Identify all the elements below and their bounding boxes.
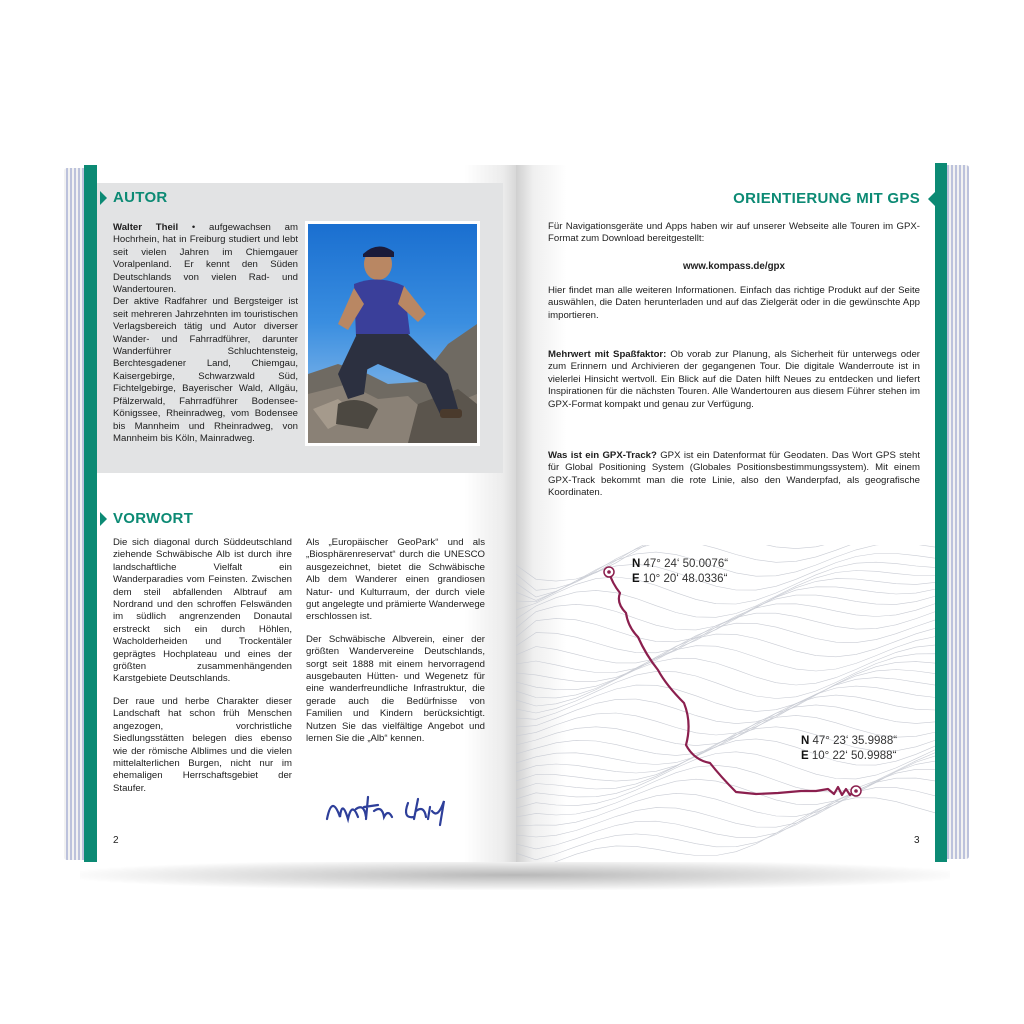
foreword-paragraph: Als „Europäischer GeoPark“ und als „Biosphärenreservat“ durch die UNESCO ausgezeichnet, bietet die Schwäbische Alb dem Wanderer einen grandiosen Natur- und Kulturraum, der durch viele gut angelegte und prämierte Wanderwege erschlossen ist. — [306, 537, 485, 623]
chevron-right-icon — [100, 191, 107, 205]
contour-line — [516, 761, 938, 826]
contour-line — [516, 788, 938, 860]
author-heading: AUTOR — [113, 189, 168, 206]
page-edges-right — [945, 165, 969, 859]
foreword-heading: VORWORT — [113, 510, 194, 527]
page-number-right: 3 — [914, 835, 920, 846]
foreword-paragraph: Der Schwäbische Albverein, einer der größten Wandervereine Deutschlands, sorgt seit 1888 mit einem hervorragend ausgebauten Hütten- und Wegenetz für eine wanderfreundliche Infrastruktur, die gerade auch die Bedürfnisse von Familien und Kindern berücksichtigt. Nutzen Sie das vielfältige Angebot und lernen Sie die „Alb“ kennen. — [306, 633, 485, 745]
start-coordinates — [632, 557, 728, 587]
topographic-map — [516, 545, 938, 862]
end-latitude: 47° 23‘ 35.9988“ — [812, 735, 898, 747]
gps-paragraph — [548, 450, 920, 500]
foreword-paragraph: Der raue und herbe Charakter dieser Landschaft hat schon früh Menschen angezogen, vorchristliche Siedlungsstätten belegen dies ebenso wie der römische Alblimes und die vielen mittelalterlichen Burgen, nicht nur im ehemaligen Herrschaftsgebiet der Staufer. — [113, 695, 292, 794]
contour-line — [516, 670, 938, 728]
gps-paragraph-text: GPX ist ein Datenformat für Geodaten. Das Wort GPS steht für Global Positioning System (Globales Positionsbestimmungssystem). Mit einem GPX-Track bekommt man die rote Linie, also den Wanderpfad, als geografische Koordinaten. — [548, 450, 920, 499]
chevron-right-icon — [100, 512, 107, 526]
gps-paragraph-lead: Mehrwert mit Spaßfaktor: — [548, 349, 667, 360]
coord-label: N — [801, 735, 810, 747]
gps-paragraph-lead: Was ist ein GPX-Track? — [548, 450, 657, 461]
page-edges-left — [64, 168, 84, 860]
book-shadow — [80, 860, 950, 890]
author-photo — [305, 221, 480, 446]
contour-line — [516, 662, 938, 720]
contour-line — [516, 625, 938, 690]
author-bio — [113, 222, 298, 455]
gps-intro: Für Navigationsgeräte und Apps haben wir auf unserer Webseite alle Touren im GPX-Format zum Download bereitgestellt: — [548, 221, 920, 245]
coord-label: E — [801, 750, 809, 762]
author-name: Walter Theil — [113, 222, 179, 233]
contour-line — [516, 654, 938, 713]
author-signature — [322, 789, 472, 829]
coord-label: N — [632, 558, 641, 570]
foreword-column-1 — [113, 537, 292, 805]
gps-paragraph — [548, 349, 920, 411]
end-coordinates — [801, 734, 897, 764]
contour-line — [516, 769, 938, 837]
gps-heading: ORIENTIERUNG MIT GPS — [733, 190, 920, 207]
right-page — [516, 165, 938, 862]
accent-bar-right — [935, 163, 947, 862]
start-latitude: 47° 24‘ 50.0076“ — [643, 558, 729, 570]
contour-line — [516, 582, 938, 642]
coord-label: E — [632, 573, 640, 585]
contour-line — [516, 798, 938, 862]
contour-line — [516, 645, 938, 706]
author-bio-text-2: Der aktive Radfahrer und Bergsteiger ist seit mehreren Jahrzehnten im touristischen Verlagsbereich tätig und Autor diverser Wander- und Fahrradführer, darunter Wanderführer Schluchtensteig, Berchtesgadener Land, Chiemgau, Kaisergebirge, Schwarzwald Süd, Fichtelgebirge, Bayerischer Wald, Allgäu, Pfälzerwald, Fahrradführer Bodensee-Königssee, Rheinradweg, vom Bodensee bis Mannheim und Rheinradweg, von Mannheim bis Köln, Mainradweg. — [113, 296, 298, 444]
author-photo-image — [308, 224, 477, 443]
chevron-left-icon — [928, 192, 935, 206]
gps-paragraph: Hier findet man alle weiteren Informationen. Einfach das richtige Produkt auf der Seite auswählen, die Daten herunterladen und auf das Zielgerät oder in die gewünschte App importieren. — [548, 285, 920, 321]
author-bio-text: • aufgewachsen am Hochrhein, hat in Freiburg studiert und lebt seit vielen Jahren im Chiemgauer Voralpenland. Er kennt den Süden Deutschlands von vielen Rad- und Wandertouren. — [113, 222, 298, 296]
accent-bar-left — [84, 165, 97, 862]
end-longitude: 10° 22‘ 50.9988“ — [811, 750, 897, 762]
gps-paragraph-text: Ob vorab zur Planung, als Sicherheit für unterwegs oder zum Erinnern und Archivieren der gegangenen Tour. Die digitale Wanderroute ist in vielerlei Hinsicht wertvoll. Ein Blick auf die Daten hilft Neues zu entdecken und liefert Inspirationen für die nächsten Touren. Alle Wandertouren aus diesem Führer stehen im GPX-Format kompakt und genau zur Verfügung. — [548, 349, 920, 410]
page-number-left: 2 — [113, 835, 119, 846]
contour-line — [516, 678, 938, 736]
foreword-paragraph: Die sich diagonal durch Süddeutschland ziehende Schwäbische Alb ist durch ihre landschaftliche Vielfalt ein Wanderparadies vom Feinsten. Zwischen dem steil abfallenden Albtrauf am Nordrand und den schroffen Felswänden im südlich angrenzenden Donautal erstreckt sich ein durch Höhlen, Wacholderheiden und Trockentäler geprägtes Hochplateau und eines der größten zusammenhängenden Karstgebiete Deutschlands. — [113, 537, 292, 685]
left-page — [84, 165, 516, 862]
start-longitude: 10° 20‘ 48.0336“ — [642, 573, 728, 585]
foreword-column-2 — [306, 537, 485, 756]
contour-line — [516, 596, 938, 663]
gpx-url-link[interactable]: www.kompass.de/gpx — [683, 261, 785, 272]
